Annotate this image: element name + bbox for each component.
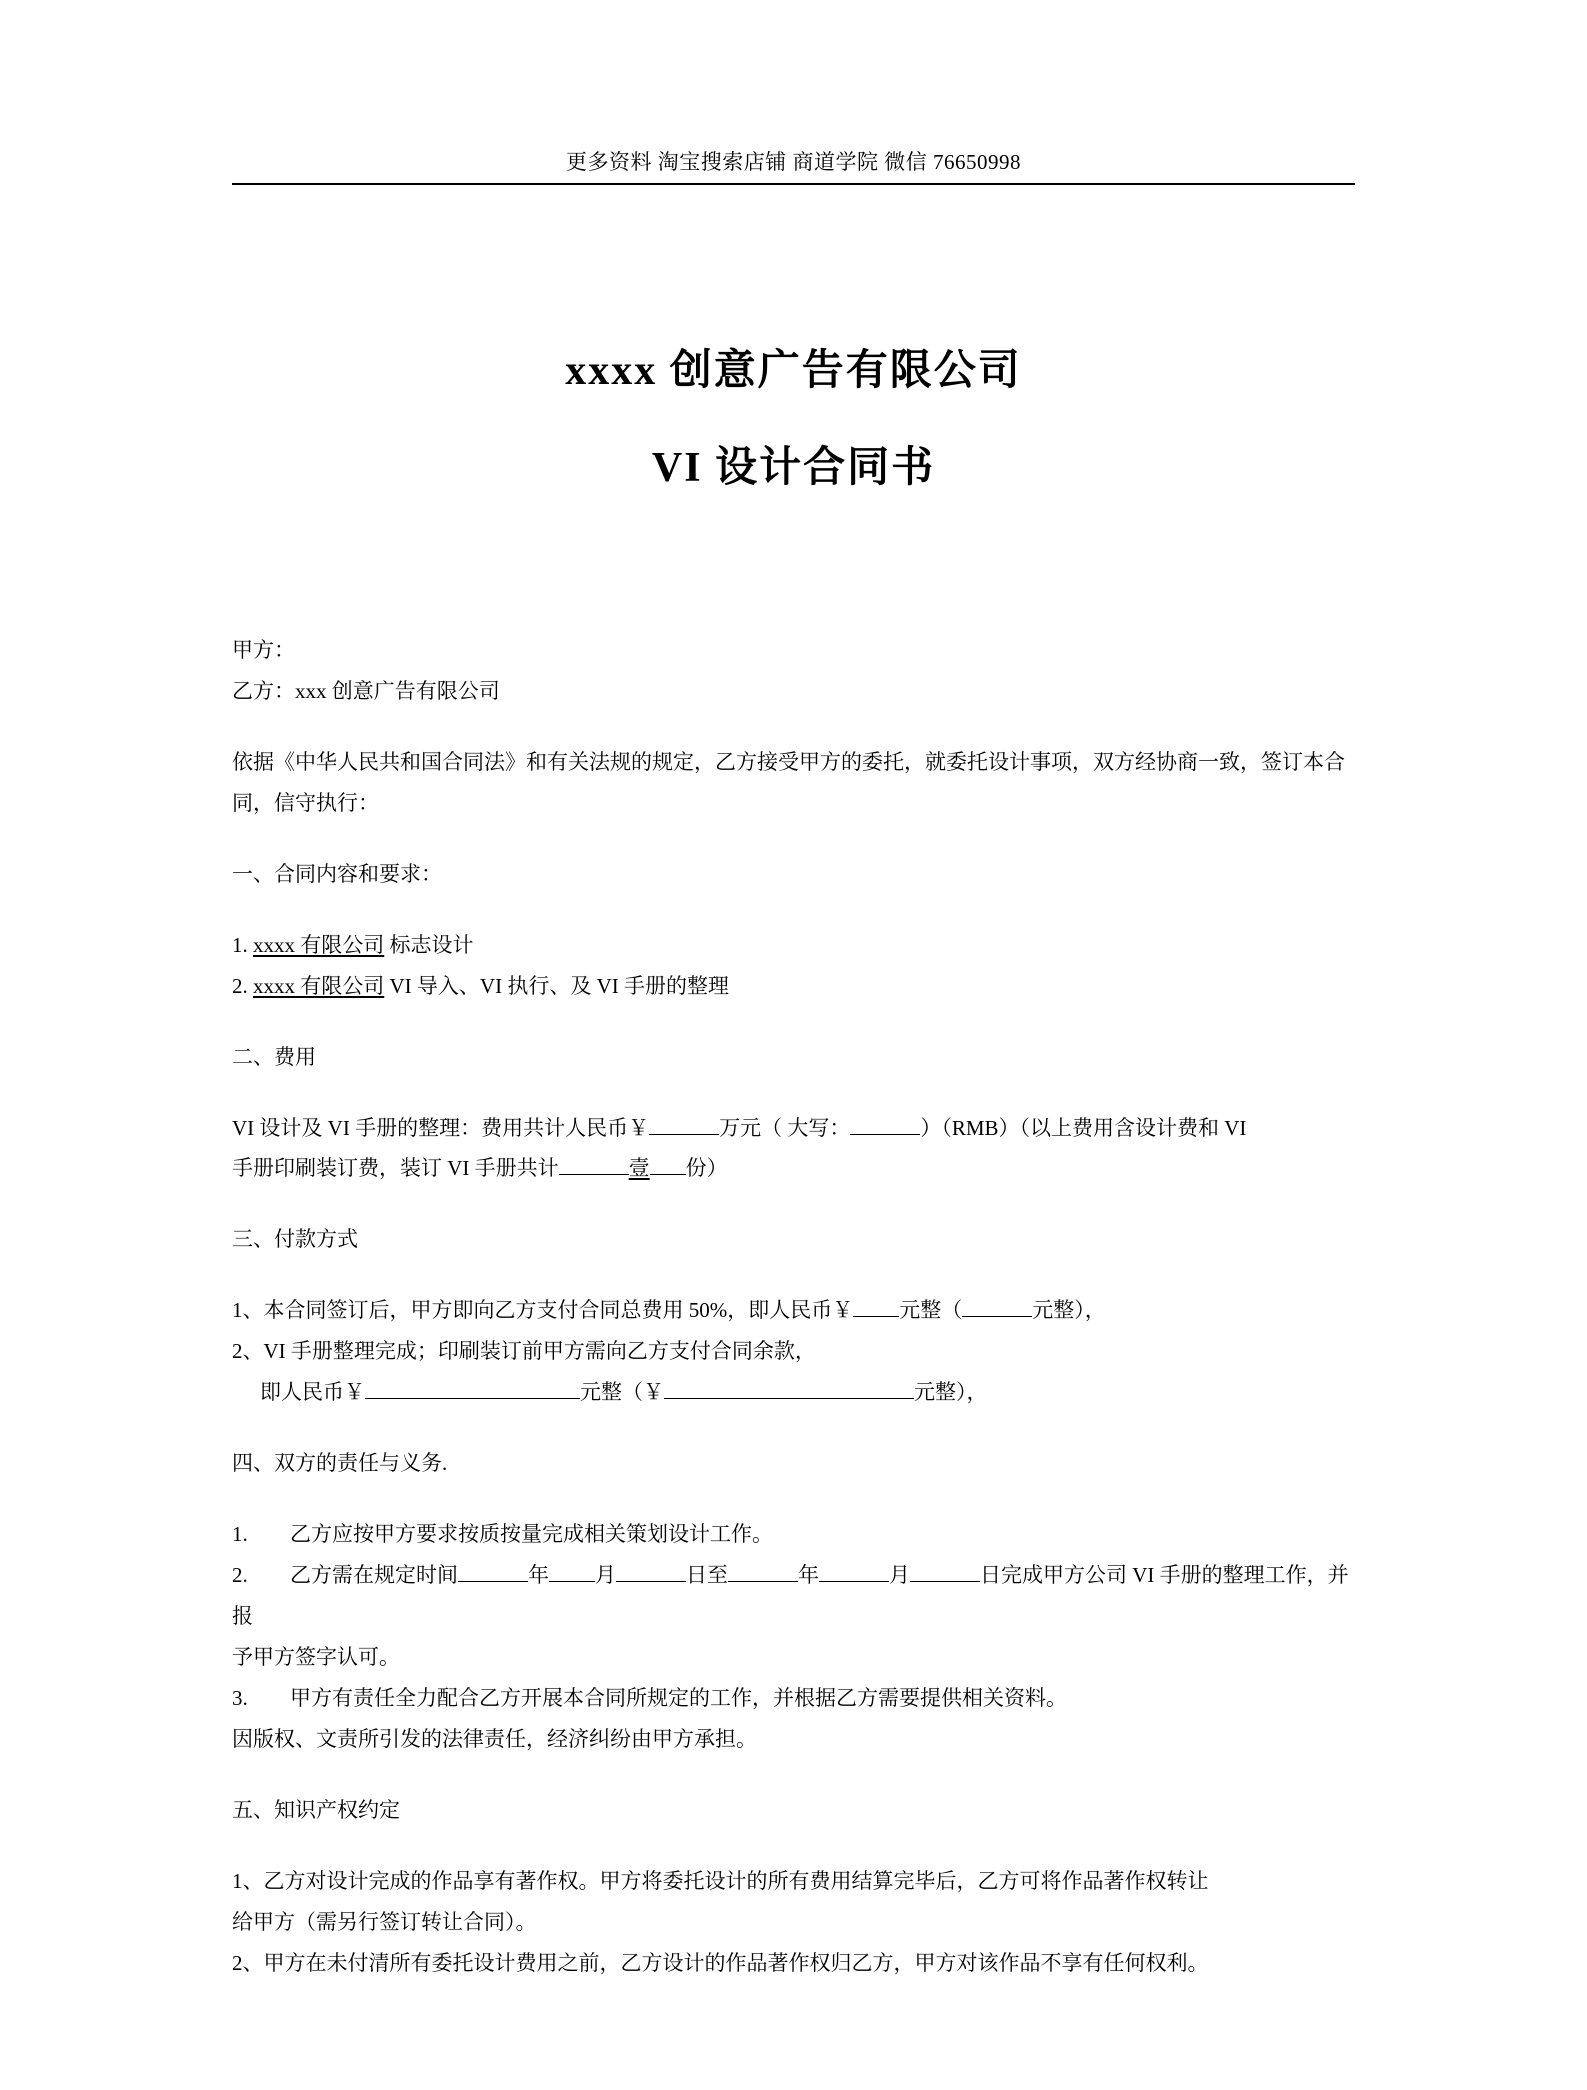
start-day-blank	[616, 1581, 686, 1582]
balance-mid: 元整（￥	[580, 1380, 664, 1405]
section-4-item-1-number: 1.	[232, 1522, 248, 1547]
section-1-item-1-text: 标志设计	[389, 932, 474, 957]
section-1-heading: 一、合同内容和要求：	[232, 861, 442, 886]
start-day-label: 日至	[686, 1563, 728, 1587]
balance-amount-blank	[365, 1398, 580, 1399]
section-4-item-2-head: 乙方需在规定时间	[290, 1563, 458, 1587]
page-header	[232, 150, 1355, 185]
section-3-item-2: 2、VI 手册整理完成；印刷装订前甲方需向乙方支付合同余款，	[232, 1339, 816, 1364]
manual-count-value: 壹	[628, 1156, 650, 1181]
section-5-item-2: 2、甲方在未付清所有委托设计费用之前，乙方设计的作品著作权归乙方，甲方对该作品不享有任何权利。	[232, 1950, 1209, 1975]
section-1-item-2	[232, 966, 1357, 1007]
section-2-line-1	[232, 1108, 1357, 1149]
start-month-blank	[549, 1581, 595, 1582]
section-4-item-2-number: 2.	[232, 1563, 248, 1587]
section-1-item-2-text: VI 导入、VI 执行、及 VI 手册的整理	[389, 973, 729, 998]
document-title-line-1: xxxx 创意广告有限公司	[565, 348, 1022, 394]
manual-count-blank-1	[559, 1174, 629, 1175]
section-4-item-1	[232, 1514, 1357, 1555]
start-month-label: 月	[595, 1563, 616, 1587]
section-2-print-tail: 份）	[685, 1156, 728, 1181]
section-2-print-label: 手册印刷装订费，装订 VI 手册共计	[232, 1156, 559, 1181]
section-4-item-2	[232, 1555, 1357, 1637]
section-2-heading: 二、费用	[232, 1044, 316, 1069]
section-4-item-1-text: 乙方应按甲方要求按质按量完成相关策划设计工作。	[290, 1522, 773, 1547]
end-month-label: 月	[889, 1563, 910, 1587]
section-4-item-3	[232, 1678, 1357, 1719]
document-title-line-2: VI 设计合同书	[651, 444, 936, 491]
end-day-blank	[910, 1581, 980, 1582]
manual-count-blank-2	[650, 1174, 686, 1175]
section-4-item-2-tail: 日完成甲方公司 VI 手册的整理工作，并报	[232, 1563, 1349, 1628]
fee-amount-words-blank	[850, 1134, 920, 1135]
section-1-item-1-number: 1.	[232, 932, 248, 957]
prepay-words-blank	[962, 1316, 1032, 1317]
balance-label: 即人民币￥	[260, 1380, 365, 1405]
end-month-blank	[819, 1581, 889, 1582]
section-1-item-1	[232, 925, 1357, 966]
section-4-item-3-number: 3.	[232, 1685, 248, 1710]
end-year-label: 年	[798, 1563, 819, 1587]
section-5-item-1-line-2: 给甲方（需另行签订转让合同）。	[232, 1909, 537, 1934]
section-3-item-1-tail: 元整），	[1032, 1298, 1106, 1323]
section-1-item-2-company: xxxx 有限公司	[253, 973, 385, 998]
header-divider	[232, 183, 1355, 185]
header-note: 更多资料 淘宝搜索店铺 商道学院 微信 76650998	[566, 150, 1021, 174]
section-4-item-4: 因版权、文责所引发的法律责任，经济纠纷由甲方承担。	[232, 1726, 757, 1751]
title-block	[232, 345, 1355, 494]
document-body	[232, 630, 1357, 1983]
party-b-line: 乙方：xxx 创意广告有限公司	[232, 678, 500, 703]
section-3-heading: 三、付款方式	[232, 1227, 358, 1252]
preamble-paragraph: 依据《中华人民共和国合同法》和有关法规的规定，乙方接受甲方的委托，就委托设计事项，双方经协商一致，签订本合同，信守执行：	[232, 749, 1345, 815]
balance-words-blank	[664, 1398, 914, 1399]
section-2-line-2	[232, 1148, 1357, 1189]
section-3-item-2-line-2	[232, 1372, 1357, 1413]
section-1-item-1-company: xxxx 有限公司	[253, 932, 385, 957]
section-1-item-2-number: 2.	[232, 973, 248, 998]
fee-amount-blank	[649, 1134, 719, 1135]
section-4-item-2-line-2: 予甲方签字认可。	[232, 1644, 400, 1669]
section-5-heading: 五、知识产权约定	[232, 1797, 400, 1822]
prepay-amount-blank	[853, 1316, 899, 1317]
balance-tail: 元整），	[914, 1380, 988, 1405]
start-year-label: 年	[528, 1563, 549, 1587]
section-4-heading: 四、双方的责任与义务.	[232, 1451, 448, 1476]
section-3-item-1	[232, 1290, 1357, 1331]
section-4-item-3-text: 甲方有责任全力配合乙方开展本合同所规定的工作，并根据乙方需要提供相关资料。	[290, 1685, 1067, 1710]
section-2-fee-label: VI 设计及 VI 手册的整理：费用共计人民币￥	[232, 1115, 650, 1140]
section-2-fee-mid: 万元（ 大写：	[719, 1115, 851, 1140]
party-a-line: 甲方：	[232, 638, 295, 662]
start-year-blank	[458, 1581, 528, 1582]
section-3-item-1-mid: 元整（	[899, 1298, 963, 1323]
section-5-item-1-line-1: 1、乙方对设计完成的作品享有著作权。甲方将委托设计的所有费用结算完毕后，乙方可将作品著作权转让	[232, 1868, 1209, 1893]
section-3-item-1-head: 1、本合同签订后，甲方即向乙方支付合同总费用 50%，即人民币￥	[232, 1298, 854, 1323]
end-year-blank	[728, 1581, 798, 1582]
section-2-fee-tail: ）（RMB）（以上费用含设计费和 VI	[920, 1115, 1247, 1140]
